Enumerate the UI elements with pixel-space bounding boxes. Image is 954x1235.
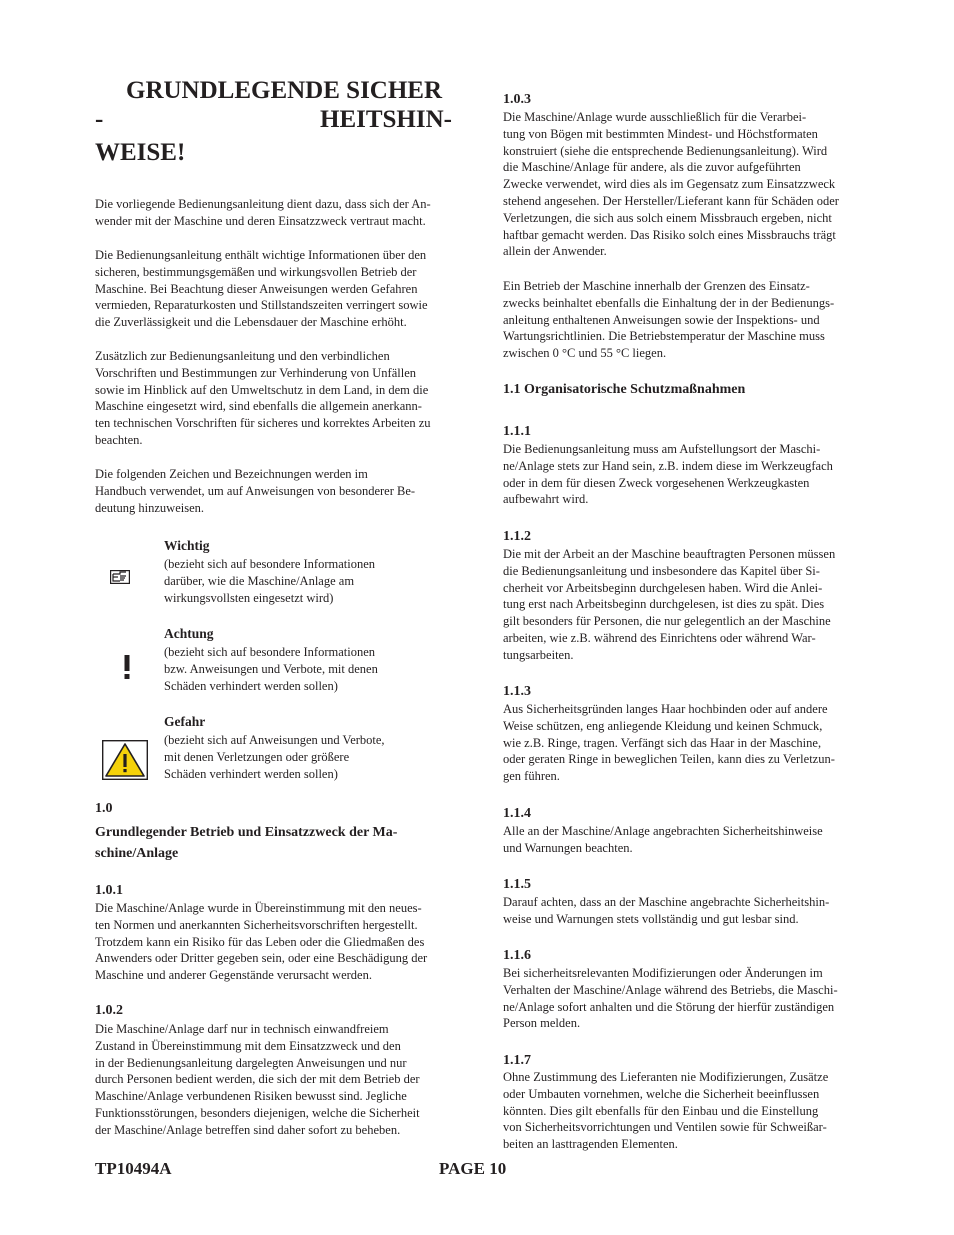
section-number-1-1-1: 1.1.1 <box>503 424 531 439</box>
page-title-line2-dash: - <box>95 106 104 133</box>
notice-text-gefahr: (bezieht sich auf Anweisungen und Verbote, mit denen Verletzungen oder größere Schäden verhindert werden sollen) <box>164 733 385 781</box>
warning-triangle-icon <box>102 740 148 785</box>
section-number-1-1-3: 1.1.3 <box>503 684 531 699</box>
section-text-1-1-7: Ohne Zustimmung des Lieferanten nie Modifizierungen, Zusätze oder Umbauten vornehmen, welche die Sicherheit beeinflussen könnten. Dies gilt ebenfalls für den Einbau und die Einstellung von Sicherheitsvorrichtungen und Ventilen sowie für Schweißar- beiten an lasttragenden Elementen. <box>503 1070 829 1152</box>
section-text-1-1-6: Bei sicherheitsrelevanten Modifizierungen oder Änderungen im Verhalten der Maschine/Anlage während des Betriebs, die Maschi- ne/Anlage sofort anhalten und die Störung der hierfür zuständigen Person melden. <box>503 966 838 1031</box>
section-text-1-0-3: Die Maschine/Anlage wurde ausschließlich für die Verarbei- tung von Bögen mit bestimmten Mindest- und Höchstformaten konstruiert (siehe die entsprechende Bedienungsanleitung). Wird die Maschine/Anlage für andere, als die zuvor aufgeführten Zwecke verwendet, wird dies als im Gegensatz zum Einsatzzweck stehend angesehen. Der Hersteller/Lieferant kann für Schäden oder Verletzungen, die sich aus solch einem Missbrauch ergeben, nicht haftbar gemacht werden. Das Risiko solch eines Missbrauchs trägt allein der Anwender. <box>503 110 839 259</box>
section-number-1-1-5: 1.1.5 <box>503 877 531 892</box>
section-number-1-1-4: 1.1.4 <box>503 806 531 821</box>
section-text-1-1-3: Aus Sicherheitsgründen langes Haar hochbinden oder auf andere Weise schützen, eng anliegende Kleidung und keinen Schmuck, wie z.B. Ringe, tragen. Verfängt sich das Haar in der Maschine, oder geraten Ringe in beweglichen Teilen, kann dies zu Verletzun- gen führen. <box>503 702 835 784</box>
footer-doc-id: TP10494A <box>95 1159 172 1178</box>
section-text-1-1-1: Die Bedienungsanleitung muss am Aufstellungsort der Maschi- ne/Anlage stets zur Hand sein, z.B. indem diese im Werkzeugfach oder in dem für diesen Zweck vorgesehenen Werkzeugkasten aufbewahrt wird. <box>503 442 833 507</box>
section-number-1-1-7: 1.1.7 <box>503 1053 531 1068</box>
intro-paragraph-2: Die Bedienungsanleitung enthält wichtige Informationen über den sicheren, bestimmungsgemäßen und wirkungsvollen Betrieb der Maschine. Bei Beachtung dieser Anweisungen werden Gefahren vermieden, Reparaturkosten und Stillstandszeiten verringert sowie die Zuverlässigkeit und die Lebensdauer der Maschine erhöht. <box>95 248 428 330</box>
page-title-line1: GRUNDLEGENDE SICHER <box>126 77 443 104</box>
section-text-1-1-4: Alle an der Maschine/Anlage angebrachten Sicherheitshinweise und Warnungen beachten. <box>503 824 823 855</box>
section-title-1-0: Grundlegender Betrieb und Einsatzzweck der Ma- schine/Anlage <box>95 825 398 861</box>
intro-paragraph-4: Die folgenden Zeichen und Bezeichnungen werden im Handbuch verwendet, um auf Anweisungen von besonderer Be- deutung hinzuweisen. <box>95 467 416 515</box>
section-number-1-0-1: 1.0.1 <box>95 883 123 898</box>
section-number-1-1-2: 1.1.2 <box>503 529 531 544</box>
section-number-1-0: 1.0 <box>95 801 113 816</box>
notice-text-achtung: (bezieht sich auf besondere Informationen bzw. Anweisungen und Verbote, mit denen Schäden verhindert werden sollen) <box>164 645 378 693</box>
section-text-1-1-2: Die mit der Arbeit an der Maschine beauftragten Personen müssen die Bedienungsanleitung und insbesondere das Kapitel über Si- cherheit vor Arbeitsbeginn durchgelesen haben. Wird die Anlei- tung erst nach Arbeitsbeginn durchgelesen, ist dies zu spät. Dies gilt besonders für Personen, die nur gelegentlich an der Maschine arbeiten, wie z.B. während des Einrichtens oder während War- tungsarbeiten. <box>503 547 836 662</box>
section-text-1-1-5: Darauf achten, dass an der Maschine angebrachte Sicherheitshin- weise und Warnungen stets vollständig und gut lesbar sind. <box>503 895 830 926</box>
section-text-1-0-2: Die Maschine/Anlage darf nur in technisch einwandfreiem Zustand in Übereinstimmung mit dem Einsatzzweck und den in der Bedienungsanleitung dargelegten Anweisungen und nur durch Personen bedient werden, die sich der mit dem Betrieb der Maschine/Anlage verbundenen Risiken bewusst sind. Jegliche Funktionsstörungen, besonders diejenigen, welche die Sicherheit der Maschine/Anlage betreffen sind daher sofort zu beheben. <box>95 1022 420 1137</box>
notice-text-wichtig: (bezieht sich auf besondere Informationen darüber, wie die Maschine/Anlage am wirkungsvollsten eingesetzt wird) <box>164 557 376 605</box>
notice-title-wichtig: Wichtig <box>164 538 210 553</box>
notice-title-gefahr: Gefahr <box>164 714 206 729</box>
exclamation-icon <box>123 655 131 684</box>
page-title-line2: HEITSHIN- <box>320 106 452 133</box>
intro-paragraph-1: Die vorliegende Bedienungsanleitung dient dazu, dass sich der An- wender mit der Maschine und deren Einsatzzweck vertraut macht. <box>95 197 431 228</box>
section-title-1-1: 1.1 Organisatorische Schutzmaßnahmen <box>503 382 746 397</box>
intro-paragraph-3: Zusätzlich zur Bedienungsanleitung und den verbindlichen Vorschriften und Bestimmungen zur Verhinderung von Unfällen sowie im Hinblick auf den Umweltschutz in dem Land, in dem die Maschine eingesetzt wird, sind ebenfalls die allgemein anerkann- ten technischen Vorschriften für sicheres und korrektes Arbeiten zu beachten. <box>95 349 431 447</box>
notice-title-achtung: Achtung <box>164 626 214 641</box>
section-number-1-1-6: 1.1.6 <box>503 948 531 963</box>
page-title-line3: WEISE! <box>95 139 186 166</box>
section-number-1-0-2: 1.0.2 <box>95 1003 123 1018</box>
section-text-1-0-3-b: Ein Betrieb der Maschine innerhalb der Grenzen des Einsatz- zwecks beinhaltet ebenfalls die Einhaltung der in der Bedienungs- anleitung enthaltenen Anweisungen sowie der Inspektions- und Wartungsrichtlinien. Die Betriebstemperatur der Maschine muss zwischen 0 °C und 55 °C liegen. <box>503 279 835 361</box>
section-text-1-0-1: Die Maschine/Anlage wurde in Übereinstimmung mit den neues- ten Normen und anerkannten Sicherheitsvorschriften hergestellt. Trotzdem kann ein Risiko für das Leben oder die Gliedmaßen des Anwenders oder Dritter gegeben sein, oder eine Beschädigung der Maschine und anderer Gegenstände verursacht werden. <box>95 901 428 983</box>
section-number-1-0-3: 1.0.3 <box>503 92 531 107</box>
footer-page-number: PAGE 10 <box>439 1159 507 1178</box>
pointing-hand-icon <box>110 570 130 589</box>
